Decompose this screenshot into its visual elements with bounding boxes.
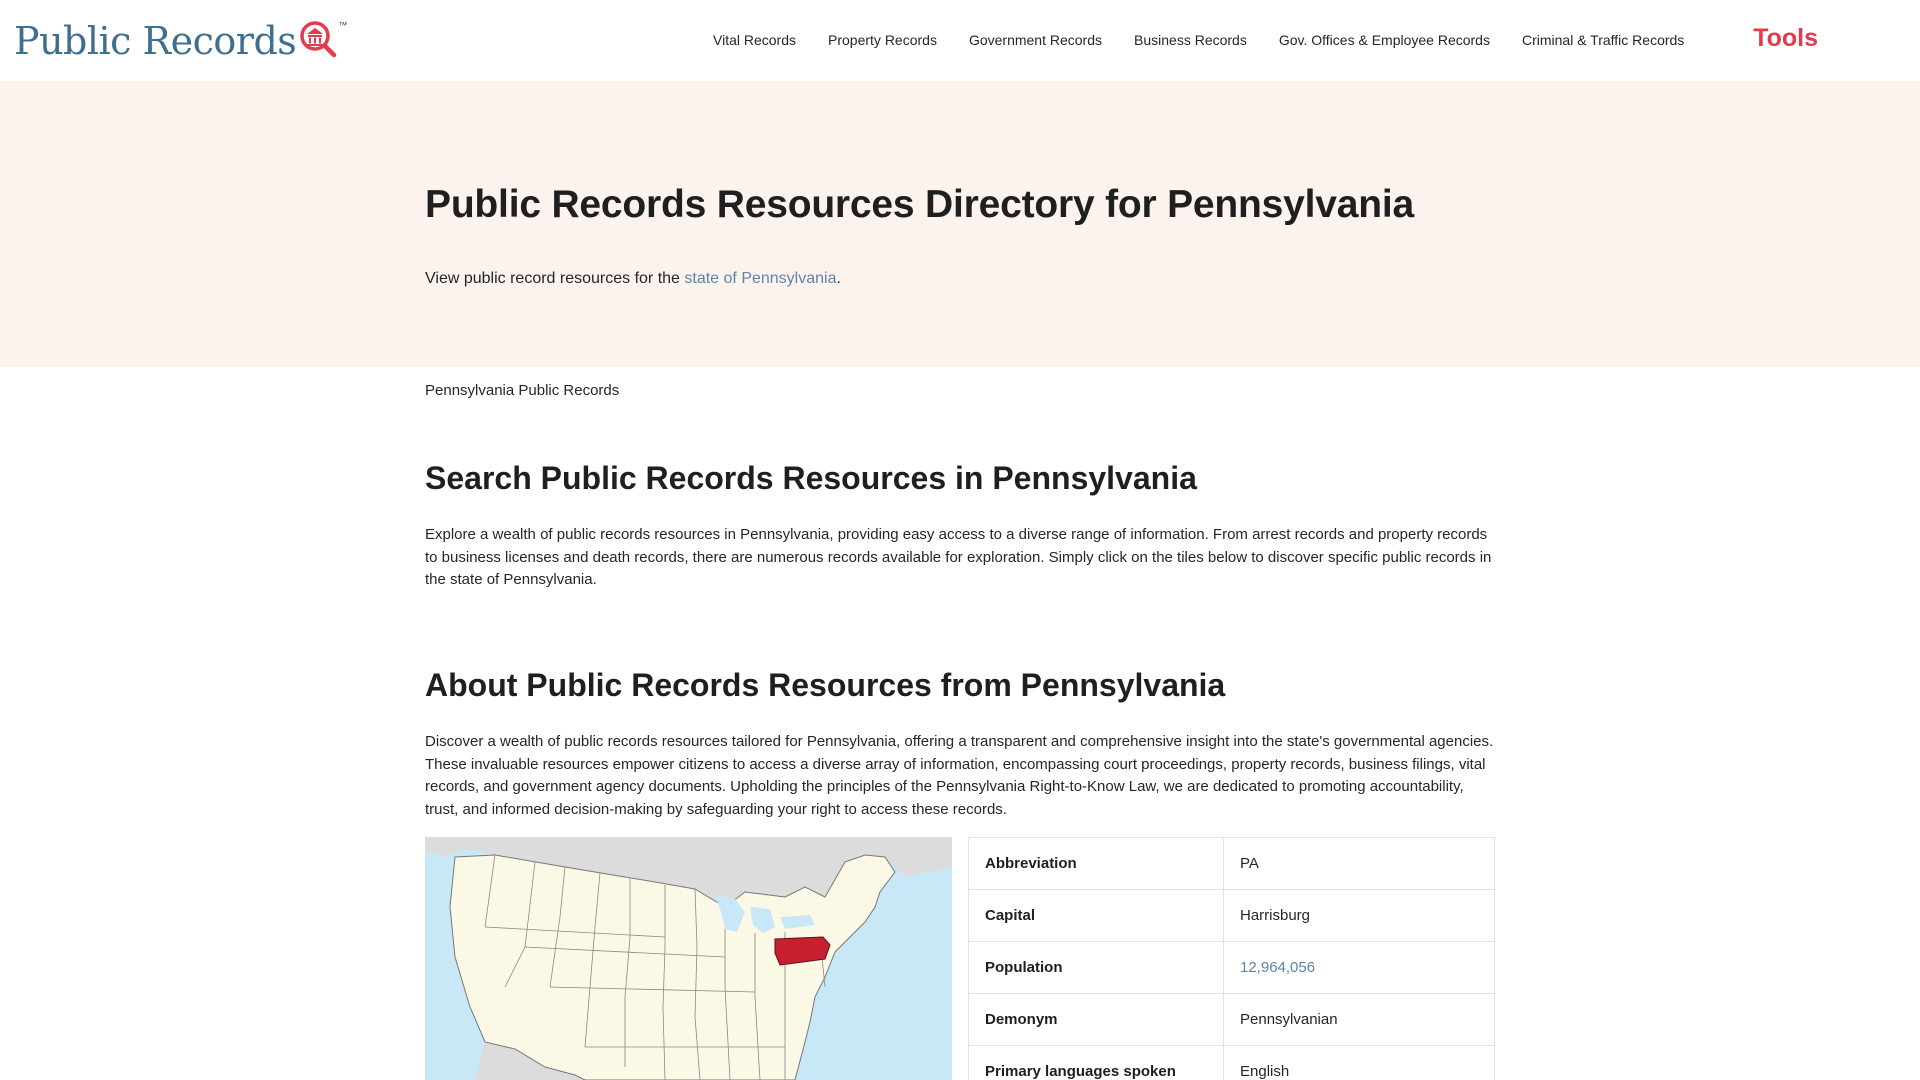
fact-value: English [1224, 1046, 1495, 1080]
fact-label: Primary languages spoken [969, 1046, 1224, 1080]
fact-value: Harrisburg [1224, 890, 1495, 942]
page-title: Public Records Resources Directory for Pennsylvania [425, 183, 1415, 226]
fact-value: PA [1224, 838, 1495, 890]
logo-text: Public Records [14, 19, 297, 63]
nav-criminal-traffic-records[interactable]: Criminal & Traffic Records [1521, 32, 1685, 48]
nav-business-records[interactable]: Business Records [1134, 32, 1247, 48]
search-section-text: Explore a wealth of public records resources in Pennsylvania, providing easy access to a diverse range of information. From arrest records and property records to business licenses and death records, there are numerous records available for exploration. Simply click on the tiles below to discover specific public records in the state of Pennsylvania. [425, 526, 1492, 588]
magnifier-courthouse-icon [298, 19, 338, 59]
state-facts-table [968, 837, 1495, 1080]
nav-vital-records[interactable]: Vital Records [713, 32, 797, 48]
fact-label: Population [969, 942, 1224, 994]
state-link[interactable]: state of Pennsylvania [684, 270, 837, 287]
fact-value: Pennsylvanian [1224, 994, 1495, 1046]
table-row [969, 942, 1495, 994]
population-link[interactable]: 12,964,056 [1224, 942, 1495, 994]
site-header [0, 0, 1920, 81]
state-location-map [425, 837, 952, 1080]
main-nav [713, 30, 1716, 50]
nav-gov-offices-employee-records[interactable]: Gov. Offices & Employee Records [1278, 32, 1490, 48]
site-logo[interactable] [14, 14, 347, 68]
fact-label: Abbreviation [969, 838, 1224, 890]
tools-link[interactable]: Tools [1753, 24, 1818, 52]
table-row [969, 1046, 1495, 1080]
fact-label: Capital [969, 890, 1224, 942]
nav-government-records[interactable]: Government Records [968, 32, 1103, 48]
hero-section [0, 81, 1920, 367]
fact-label: Demonym [969, 994, 1224, 1046]
nav-property-records[interactable]: Property Records [828, 32, 937, 48]
about-section-heading: About Public Records Resources from Pennsylvania [425, 667, 1226, 703]
breadcrumb[interactable]: Pennsylvania Public Records [425, 382, 620, 399]
hero-intro [425, 267, 841, 291]
table-row [969, 994, 1495, 1046]
trademark-mark: ™ [338, 20, 348, 30]
table-row [969, 890, 1495, 942]
hero-intro-prefix: View public record resources for the [425, 270, 685, 287]
about-section-text: Discover a wealth of public records resources tailored for Pennsylvania, offering a transparent and comprehensive insight into the state's governmental agencies. These invaluable resources empower citizens to access a diverse array of information, encompassing court proceedings, property records, business filings, vital records, and government agency documents. Upholding the principles of the Pennsylvania Right-to-Know Law, we are dedicated to promoting accountability, trust, and informed decision-making by safeguarding your right to access these records. [425, 733, 1494, 818]
hero-intro-suffix: . [836, 270, 841, 287]
search-section-heading: Search Public Records Resources in Pennsylvania [425, 460, 1197, 496]
us-map-image [425, 837, 952, 1080]
table-row [969, 838, 1495, 890]
